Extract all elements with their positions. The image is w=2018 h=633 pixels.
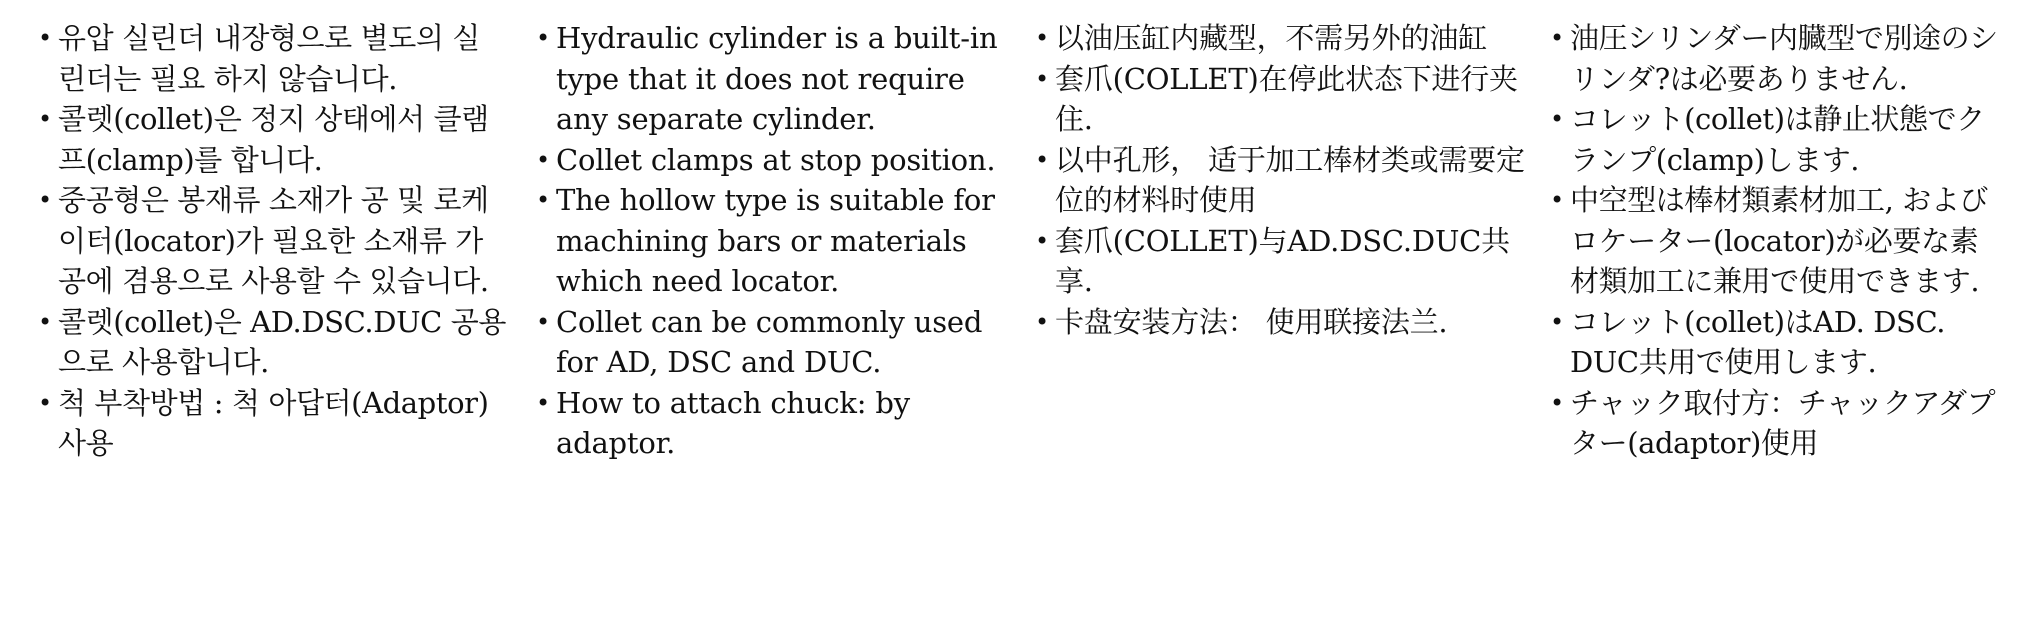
bullet-icon: •	[1550, 24, 1564, 52]
list-item	[536, 180, 1006, 302]
bullet-icon: •	[1035, 307, 1049, 336]
list-item-text: 套爪(COLLET)与AD.DSC.DUC共享.	[1055, 223, 1510, 298]
english-column	[536, 18, 1006, 464]
bullet-icon: •	[1035, 226, 1049, 255]
japanese-column	[1550, 18, 2005, 464]
list-item	[38, 180, 506, 302]
list-item-text: 套爪(COLLET)在停此状态下进行夹住.	[1055, 61, 1518, 136]
list-item	[38, 383, 506, 464]
bullet-icon: •	[1035, 145, 1049, 174]
list-item-text: Collet can be commonly used for AD, DSC and DUC.	[556, 304, 983, 379]
bullet-icon: •	[1035, 64, 1049, 93]
bullet-icon: •	[38, 186, 52, 214]
list-item-text: 콜렛(collet)은 정지 상태에서 클램프(clamp)를 합니다.	[58, 102, 489, 177]
list-item	[1550, 18, 2005, 99]
list-item-text: 중공형은 봉재류 소재가 공 및 로케이터(locator)가 필요한 소재류 가공에 겸용으로 사용할 수 있습니다.	[58, 183, 489, 298]
list-item	[1035, 59, 1540, 140]
list-item-text: Hydraulic cylinder is a built-in type that it does not require any separate cylinder.	[556, 21, 998, 136]
list-item-text: コレット(collet)はAD. DSC. DUC共用で使用します.	[1570, 304, 1946, 379]
list-item	[38, 99, 506, 180]
list-item	[536, 383, 1006, 464]
chinese-bullet-list	[1035, 18, 1540, 342]
bullet-icon: •	[1550, 307, 1564, 336]
bullet-icon: •	[1550, 388, 1564, 417]
english-bullet-list	[536, 18, 1006, 464]
bullet-icon: •	[536, 388, 550, 417]
japanese-bullet-list	[1550, 18, 2005, 464]
list-item-text: 卡盘安装方法： 使用联接法兰.	[1055, 304, 1448, 339]
bullet-icon: •	[38, 105, 52, 133]
list-item-text: How to attach chuck: by adaptor.	[556, 385, 910, 460]
list-item	[1035, 302, 1540, 343]
list-item-text: チャック取付方：チャックアダプター(adaptor)使用	[1570, 385, 1996, 460]
bullet-icon: •	[38, 388, 52, 417]
bullet-icon: •	[38, 24, 52, 52]
korean-column	[38, 18, 506, 464]
korean-bullet-list	[38, 18, 506, 464]
bullet-icon: •	[1035, 24, 1049, 52]
list-item	[536, 18, 1006, 140]
list-item	[38, 302, 506, 383]
list-item	[1035, 221, 1540, 302]
list-item	[1550, 180, 2005, 302]
list-item-text: 中空型は棒材類素材加工, およびロケーター(locator)が必要な素材類加工に兼用で使用できます.	[1570, 183, 1989, 298]
list-item	[1550, 302, 2005, 383]
list-item-text: 척 부착방법 : 척 아답터(Adaptor)사용	[58, 385, 489, 460]
bullet-icon: •	[536, 186, 550, 214]
chinese-column	[1035, 18, 1540, 342]
bullet-icon: •	[1550, 105, 1564, 133]
bullet-icon: •	[1550, 186, 1564, 214]
list-item	[536, 140, 1006, 181]
list-item-text: The hollow type is suitable for machining bars or materials which need locator.	[556, 183, 995, 298]
bullet-icon: •	[38, 307, 52, 336]
bullet-icon: •	[536, 145, 550, 174]
list-item-text: コレット(collet)は静止状態でクランプ(clamp)します.	[1570, 102, 1985, 177]
list-item	[536, 302, 1006, 383]
list-item	[1035, 18, 1540, 59]
list-item-text: 콜렛(collet)은 AD.DSC.DUC 공용으로 사용합니다.	[58, 304, 506, 379]
bullet-icon: •	[536, 24, 550, 52]
list-item-text: 以油压缸内藏型，不需另外的油缸	[1055, 21, 1488, 55]
list-item-text: 油圧シリンダー内臓型で別途のシリンダ?は必要ありません.	[1570, 21, 1998, 96]
list-item	[1035, 140, 1540, 221]
list-item	[1550, 383, 2005, 464]
list-item-text: Collet clamps at stop position.	[556, 142, 996, 177]
list-item	[38, 18, 506, 99]
list-item	[1550, 99, 2005, 180]
list-item-text: 유압 실린더 내장형으로 별도의 실린더는 필요 하지 않습니다.	[58, 21, 480, 96]
bullet-icon: •	[536, 307, 550, 336]
list-item-text: 以中孔形， 适于加工棒材类或需要定位的材料时使用	[1055, 142, 1525, 217]
